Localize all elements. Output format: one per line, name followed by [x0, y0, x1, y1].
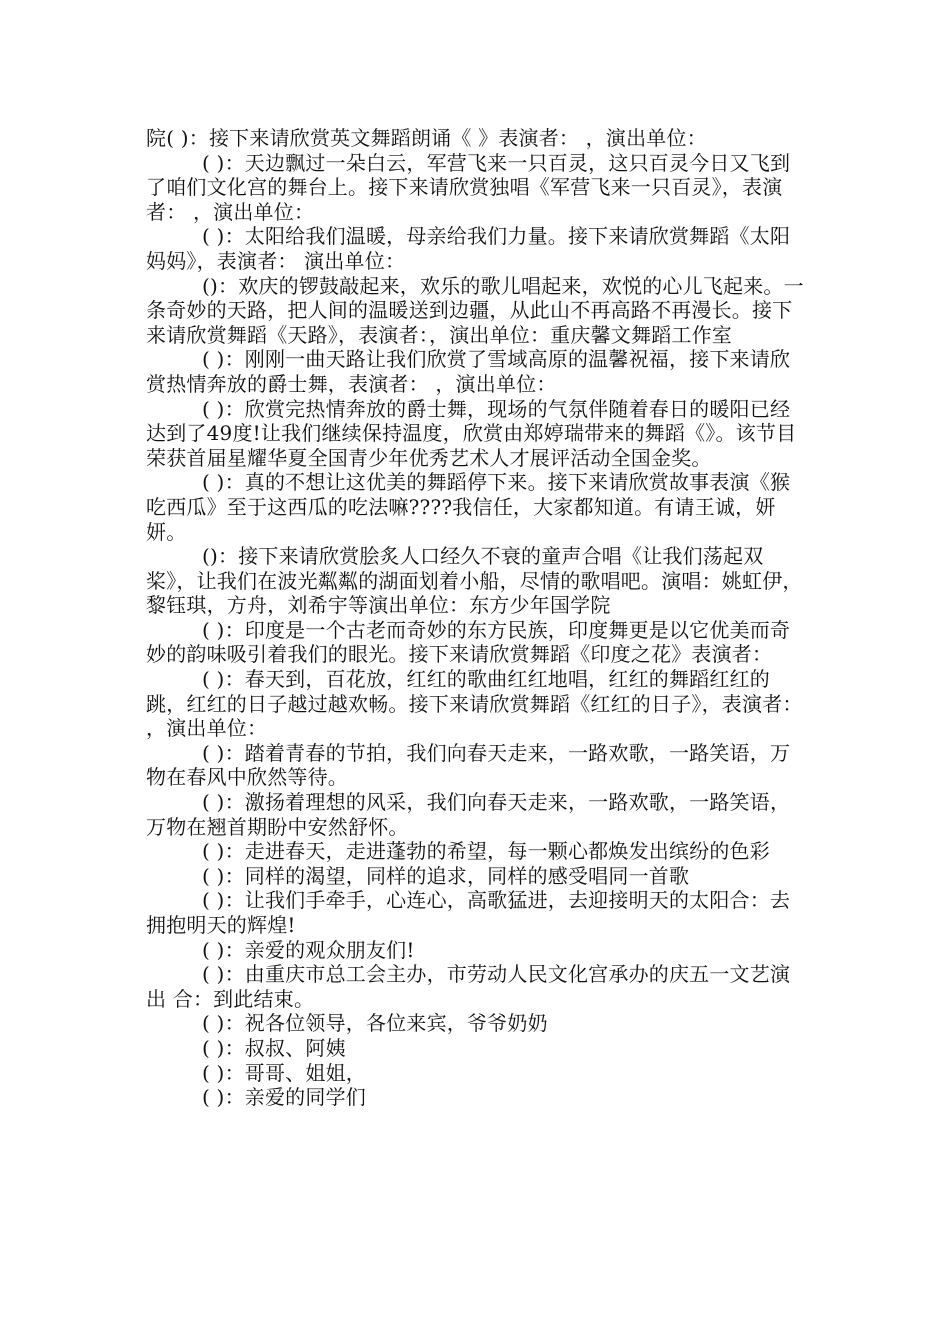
paragraph: ( )：走进春天，走进蓬勃的希望，每一颗心都焕发出缤纷的色彩 — [202, 839, 770, 864]
paragraph: 院( )：接下来请欣赏英文舞蹈朗诵《 》表演者： ，演出单位： — [146, 126, 707, 150]
paragraph: ( )：亲爱的观众朋友们! — [202, 937, 415, 962]
document-body — [146, 126, 810, 1110]
paragraph: ( )：亲爱的同学们 — [202, 1085, 366, 1110]
paragraph: ( )：天边飘过一朵白云，军营飞来一只百灵，这只百灵今日又飞到了咱们文化宫的舞台上。接下来请欣赏独唱《军营飞来一只百灵》，表演者： ，演出单位： — [146, 150, 791, 224]
paragraph: ( )：真的不想让这优美的舞蹈停下来。接下来请欣赏故事表演《猴吃西瓜》至于这西瓜的吃法嘛????我信任，大家都知道。有请王诚，妍妍。 — [146, 470, 791, 544]
paragraph: ( )：同样的渴望，同样的追求，同样的感受唱同一首歌 — [202, 863, 690, 888]
paragraph: ( )：哥哥、姐姐， — [202, 1060, 366, 1085]
paragraph: ( )：太阳给我们温暖，母亲给我们力量。接下来请欣赏舞蹈《太阳妈妈》，表演者： 演出单位： — [146, 224, 791, 273]
paragraph: ( )：欣赏完热情奔放的爵士舞，现场的气氛伴随着春日的暖阳已经达到了49度!让我们继续保持温度，欣赏由郑婷瑞带来的舞蹈《》。该节目荣获首届星耀华夏全国青少年优秀艺术人才展评活动全国金奖。 — [146, 396, 797, 470]
paragraph: ( )：印度是一个古老而奇妙的东方民族，印度舞更是以它优美而奇妙的韵味吸引着我们的眼光。接下来请欣赏舞蹈《印度之花》表演者： — [146, 617, 791, 667]
paragraph: ()：接下来请欣赏脍炙人口经久不衰的童声合唱《让我们荡起双桨》，让我们在波光粼粼的湖面划着小船，尽情的歌唱吧。演唱：姚虹伊，黎钰琪，方舟，刘希宇等演出单位：东方少年国学院 — [146, 544, 803, 618]
paragraph: ( )：踏着青春的节拍，我们向春天走来，一路欢歌，一路笑语，万物在春风中欣然等待。 — [146, 740, 791, 790]
paragraph: ( )：激扬着理想的风采，我们向春天走来，一路欢歌，一路笑语，万物在翘首期盼中安然舒怀。 — [146, 790, 791, 839]
paragraph: ( )：由重庆市总工会主办，市劳动人民文化宫承办的庆五一文艺演出 合：到此结束。 — [146, 962, 791, 1011]
paragraph: ()：欢庆的锣鼓敲起来，欢乐的歌儿唱起来，欢悦的心儿飞起来。一条奇妙的天路，把人间的温暖送到边疆，从此山不再高路不再漫长。接下来请欣赏舞蹈《天路》，表演者：，演出单位：重庆馨文舞蹈工作室 — [146, 273, 804, 347]
paragraph: ( )：叔叔、阿姨 — [202, 1035, 346, 1060]
paragraph: ( )：让我们手牵手，心连心，高歌猛进，去迎接明天的太阳合：去拥抱明天的辉煌! — [146, 888, 791, 937]
paragraph: ( )：春天到，百花放，红红的歌曲红红地唱，红红的舞蹈红红的跳，红红的日子越过越欢畅。接下来请欣赏舞蹈《红红的日子》，表演者： ，演出单位： — [146, 667, 803, 741]
paragraph: ( )：祝各位领导，各位来宾，爷爷奶奶 — [202, 1011, 548, 1036]
paragraph: ( )：刚刚一曲天路让我们欣赏了雪域高原的温馨祝福，接下来请欣赏热情奔放的爵士舞，表演者： ，演出单位： — [146, 347, 791, 396]
